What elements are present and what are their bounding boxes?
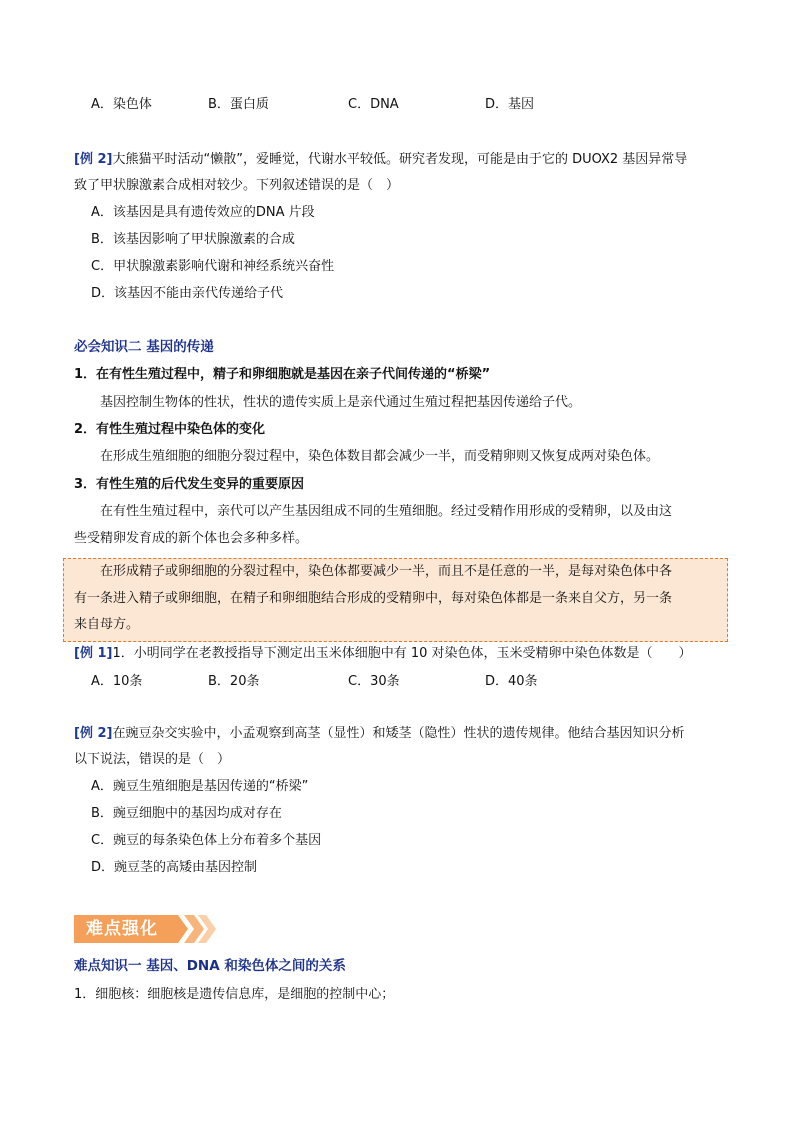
section-title: 必会知识二 基因的传递 <box>74 339 214 355</box>
option-a: A．豌豆生殖细胞是基因传递的“桥梁” <box>91 779 309 794</box>
example-stem-line-2: 致了甲状腺激素合成相对较少。下列叙述错误的是（ ） <box>74 178 400 193</box>
option-c: C．甲状腺激素影响代谢和神经系统兴奋性 <box>91 259 335 274</box>
option-a: A．染色体 <box>91 97 152 112</box>
option-b: B．豌豆细胞中的基因均成对存在 <box>91 806 282 821</box>
option-a: A．该基因是具有遗传效应的DNA 片段 <box>91 205 315 220</box>
example-stem-text: 大熊猫平时活动“懒散”，爱睡觉，代谢水平较低。研究者发现，可能是由于它的 DUOX2 基因异常导 <box>112 152 688 167</box>
point-3-text-1: 在有性生殖过程中，亲代可以产生基因组成不同的生殖细胞。经过受精作用形成的受精卵，以及由这 <box>100 504 673 519</box>
example-tag: [例 2] <box>74 152 113 167</box>
example-stem-text: 1．小明同学在老教授指导下测定出玉米体细胞中有 10 对染色体，玉米受精卵中染色体数是（ ） <box>112 646 692 661</box>
example-tag: [例 1] <box>74 646 113 661</box>
example-tag: [例 2] <box>74 726 113 741</box>
example-1-stem <box>74 644 692 664</box>
option-c: C．豌豆的每条染色体上分布着多个基因 <box>91 833 322 848</box>
highlight-text-3: 来自母方。 <box>74 617 140 632</box>
option-d: D．基因 <box>485 97 535 112</box>
point-1-text: 基因控制生物体的性状，性状的遗传实质上是亲代通过生殖过程把基因传递给子代。 <box>100 395 582 410</box>
example-stem-line <box>74 150 687 170</box>
highlight-text-1: 在形成精子或卵细胞的分裂过程中，染色体都要减少一半，而且不是任意的一半，是每对染色体中各 <box>100 564 673 579</box>
option-d: D．40条 <box>485 674 538 689</box>
option-d: D．豌豆茎的高矮由基因控制 <box>91 860 258 875</box>
point-3-text-2: 些受精卵发育成的新个体也会多种多样。 <box>74 531 309 546</box>
option-c: C．DNA <box>348 97 399 112</box>
point-3-title: 3．有性生殖的后代发生变异的重要原因 <box>74 477 305 492</box>
example-stem-line <box>74 724 684 744</box>
option-b: B．蛋白质 <box>208 97 269 112</box>
point-2-text: 在形成生殖细胞的细胞分裂过程中，染色体数目都会减少一半，而受精卵则又恢复成两对染色体。 <box>100 449 660 464</box>
point-1-title: 1．在有性生殖过程中，精子和卵细胞就是基因在亲子代间传递的“桥梁” <box>74 367 491 382</box>
highlight-text-2: 有一条进入精子或卵细胞，在精子和卵细胞结合形成的受精卵中，每对染色体都是一条来自父方，另一条 <box>74 591 673 606</box>
example-stem-text: 在豌豆杂交实验中，小孟观察到高茎（显性）和矮茎（隐性）性状的遗传规律。他结合基因知识分析 <box>112 726 685 741</box>
example-stem-line-2: 以下说法，错误的是（ ） <box>74 752 231 767</box>
difficult-point-1: 1．细胞核：细胞核是遗传信息库，是细胞的控制中心； <box>74 987 395 1002</box>
option-c: C．30条 <box>348 674 400 689</box>
difficult-section-title: 难点知识一 基因、DNA 和染色体之间的关系 <box>74 958 346 974</box>
option-a: A．10条 <box>91 674 143 689</box>
banner-label: 难点强化 <box>86 919 158 939</box>
option-b: B．该基因影响了甲状腺激素的合成 <box>91 232 295 247</box>
point-2-title: 2．有性生殖过程中染色体的变化 <box>74 422 266 437</box>
option-b: B．20条 <box>208 674 260 689</box>
option-d: D．该基因不能由亲代传递给子代 <box>91 286 284 301</box>
